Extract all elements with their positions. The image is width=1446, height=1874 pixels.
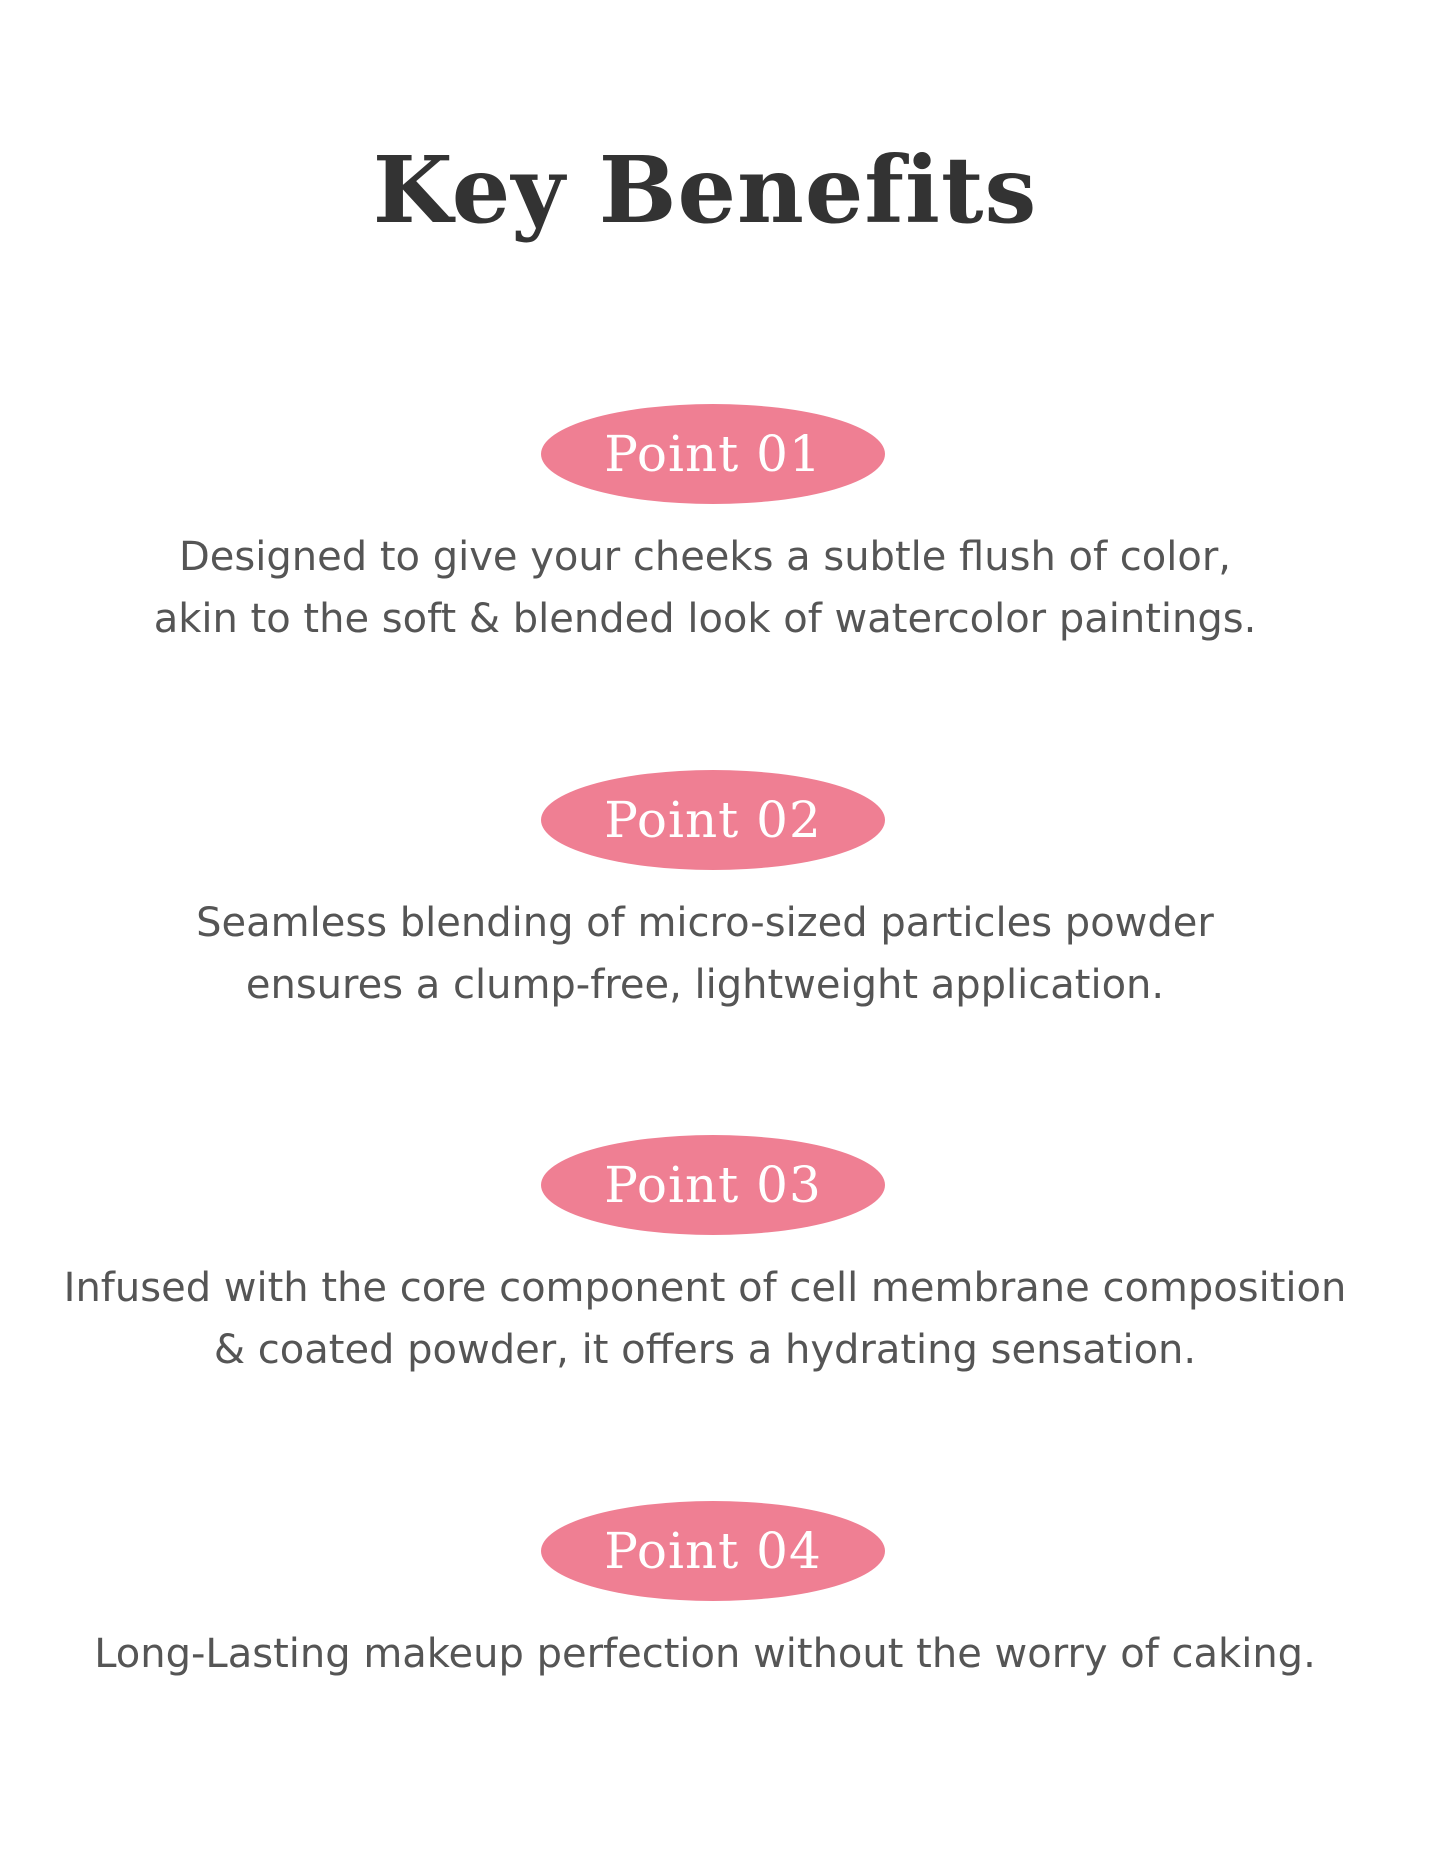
- point-04-line-1: Long-Lasting makeup perfection without the worry of caking.: [94, 1631, 1316, 1677]
- point-02-line-1: Seamless blending of micro-sized particles powder: [196, 900, 1214, 946]
- point-03-badge: Point 03: [541, 1135, 885, 1235]
- point-03-line-1: Infused with the core component of cell membrane composition: [63, 1265, 1347, 1311]
- point-02-description: [0, 892, 1410, 1016]
- point-02-badge: Point 02: [541, 770, 885, 870]
- point-04-description: [0, 1623, 1410, 1685]
- point-04-badge: Point 04: [541, 1501, 885, 1601]
- point-01-line-2: akin to the soft & blended look of watercolor paintings.: [153, 596, 1257, 642]
- point-01-description: [0, 526, 1410, 650]
- page-title: Key Benefits: [372, 136, 1038, 244]
- point-02-line-2: ensures a clump-free, lightweight application.: [245, 962, 1165, 1008]
- point-03-description: [0, 1257, 1410, 1381]
- point-01-line-1: Designed to give your cheeks a subtle flush of color,: [179, 534, 1231, 580]
- point-03-line-2: & coated powder, it offers a hydrating sensation.: [213, 1327, 1197, 1373]
- point-01-badge: Point 01: [541, 404, 885, 504]
